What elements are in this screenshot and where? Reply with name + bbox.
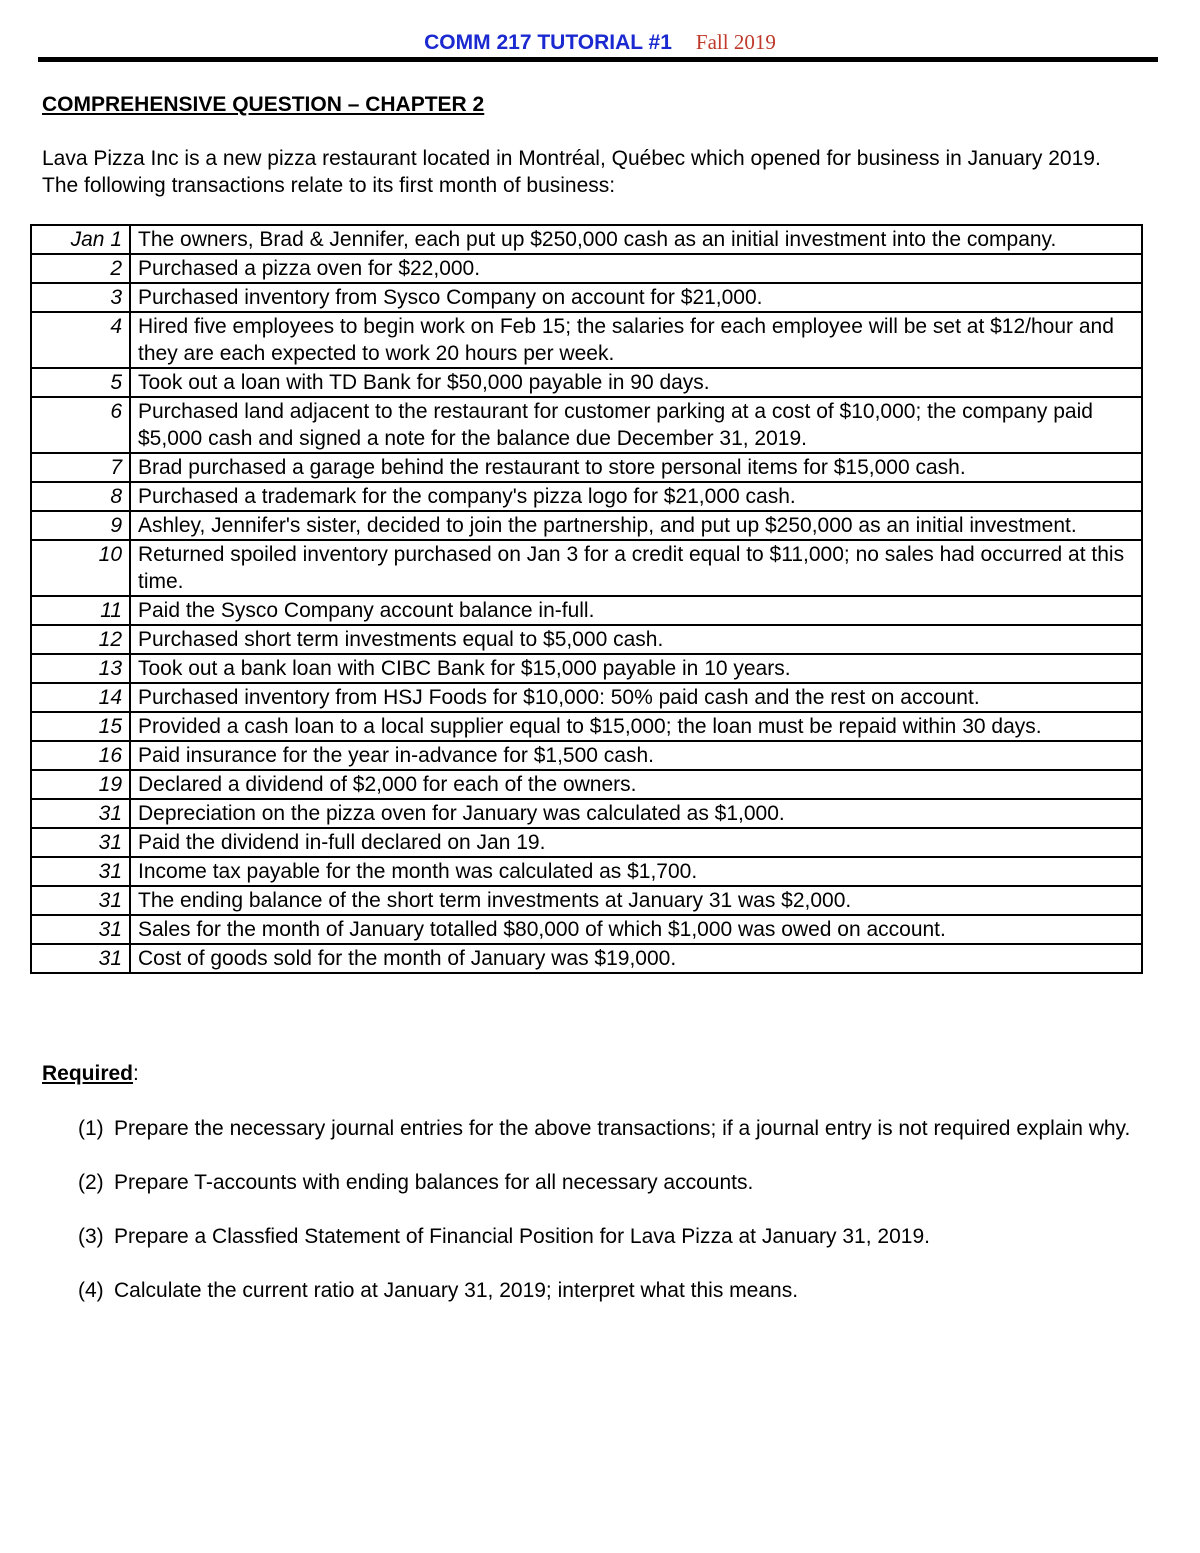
required-colon: :: [133, 1062, 139, 1085]
transaction-date: 31: [31, 857, 130, 886]
table-row: [31, 857, 1142, 886]
transaction-description: Ashley, Jennifer's sister, decided to join the partnership, and put up $250,000 as an initial investment.: [130, 511, 1142, 540]
transaction-description: Paid insurance for the year in-advance for $1,500 cash.: [130, 741, 1142, 770]
table-row: [31, 283, 1142, 312]
transaction-date: 8: [31, 482, 130, 511]
item-number: (1): [78, 1117, 104, 1140]
transaction-date: 10: [31, 540, 130, 596]
required-heading: [42, 1062, 139, 1086]
transaction-date: 14: [31, 683, 130, 712]
transaction-description: Paid the dividend in-full declared on Jan 19.: [130, 828, 1142, 857]
transaction-description: Purchased inventory from HSJ Foods for $10,000: 50% paid cash and the rest on account.: [130, 683, 1142, 712]
list-item: [78, 1169, 1148, 1196]
transaction-date: 16: [31, 741, 130, 770]
table-row: [31, 312, 1142, 368]
table-row: [31, 596, 1142, 625]
table-row: [31, 254, 1142, 283]
table-row: [31, 886, 1142, 915]
item-number: (2): [78, 1171, 104, 1194]
transaction-description: Cost of goods sold for the month of January was $19,000.: [130, 944, 1142, 973]
transaction-date: 13: [31, 654, 130, 683]
transaction-description: Purchased short term investments equal to $5,000 cash.: [130, 625, 1142, 654]
transaction-date: 4: [31, 312, 130, 368]
transaction-date: 31: [31, 799, 130, 828]
header-rule: [38, 57, 1158, 62]
transaction-description: The owners, Brad & Jennifer, each put up $250,000 cash as an initial investment into the company.: [130, 225, 1142, 254]
required-list: [78, 1115, 1148, 1331]
transaction-description: Sales for the month of January totalled $80,000 of which $1,000 was owed on account.: [130, 915, 1142, 944]
table-row: [31, 770, 1142, 799]
item-text: Prepare a Classfied Statement of Financial Position for Lava Pizza at January 31, 2019.: [114, 1225, 930, 1248]
transaction-description: Declared a dividend of $2,000 for each of the owners.: [130, 770, 1142, 799]
transaction-date: 5: [31, 368, 130, 397]
transaction-date: Jan 1: [31, 225, 130, 254]
transaction-date: 31: [31, 944, 130, 973]
transactions-body: [31, 225, 1142, 973]
page-header: [0, 30, 1200, 55]
transaction-date: 7: [31, 453, 130, 482]
transaction-description: The ending balance of the short term investments at January 31 was $2,000.: [130, 886, 1142, 915]
intro-paragraph: Lava Pizza Inc is a new pizza restaurant located in Montréal, Québec which opened for business in January 2019. The following transactions relate to its first month of business:: [42, 147, 1101, 197]
transaction-description: Hired five employees to begin work on Feb 15; the salaries for each employee will be set at $12/hour and they are each expected to work 20 hours per week.: [130, 312, 1142, 368]
table-row: [31, 368, 1142, 397]
list-item: [78, 1277, 1148, 1304]
transaction-date: 11: [31, 596, 130, 625]
table-row: [31, 712, 1142, 741]
table-row: [31, 654, 1142, 683]
transaction-description: Took out a loan with TD Bank for $50,000 payable in 90 days.: [130, 368, 1142, 397]
table-row: [31, 225, 1142, 254]
transaction-description: Provided a cash loan to a local supplier equal to $15,000; the loan must be repaid within 30 days.: [130, 712, 1142, 741]
transaction-description: Purchased inventory from Sysco Company on account for $21,000.: [130, 283, 1142, 312]
item-text: Calculate the current ratio at January 31, 2019; interpret what this means.: [114, 1279, 799, 1302]
table-row: [31, 741, 1142, 770]
transaction-description: Purchased a pizza oven for $22,000.: [130, 254, 1142, 283]
transaction-date: 2: [31, 254, 130, 283]
table-row: [31, 540, 1142, 596]
transaction-date: 19: [31, 770, 130, 799]
term-label: Fall 2019: [695, 30, 776, 54]
table-row: [31, 683, 1142, 712]
list-item: [78, 1115, 1148, 1142]
transaction-date: 31: [31, 828, 130, 857]
transaction-description: Brad purchased a garage behind the restaurant to store personal items for $15,000 cash.: [130, 453, 1142, 482]
transaction-date: 31: [31, 886, 130, 915]
table-row: [31, 511, 1142, 540]
transaction-description: Purchased a trademark for the company's pizza logo for $21,000 cash.: [130, 482, 1142, 511]
list-item: [78, 1223, 1148, 1250]
transaction-description: Depreciation on the pizza oven for January was calculated as $1,000.: [130, 799, 1142, 828]
transaction-date: 31: [31, 915, 130, 944]
transaction-date: 9: [31, 511, 130, 540]
question-title: COMPREHENSIVE QUESTION – CHAPTER 2: [42, 93, 485, 116]
transaction-date: 3: [31, 283, 130, 312]
table-row: [31, 828, 1142, 857]
transaction-description: Paid the Sysco Company account balance in-full.: [130, 596, 1142, 625]
transaction-description: Purchased land adjacent to the restaurant for customer parking at a cost of $10,000; the company paid $5,000 cash and signed a note for the balance due December 31, 2019.: [130, 397, 1142, 453]
transaction-description: Income tax payable for the month was calculated as $1,700.: [130, 857, 1142, 886]
table-row: [31, 625, 1142, 654]
table-row: [31, 397, 1142, 453]
item-text: Prepare T-accounts with ending balances for all necessary accounts.: [114, 1171, 754, 1194]
item-text: Prepare the necessary journal entries for the above transactions; if a journal entry is not required explain why.: [114, 1117, 1131, 1140]
course-title: COMM 217 TUTORIAL #1: [424, 31, 672, 54]
required-label: Required: [42, 1062, 134, 1085]
transactions-table: [30, 224, 1143, 974]
transaction-description: Returned spoiled inventory purchased on Jan 3 for a credit equal to $11,000; no sales had occurred at this time.: [130, 540, 1142, 596]
item-number: (3): [78, 1225, 104, 1248]
transaction-date: 15: [31, 712, 130, 741]
transaction-description: Took out a bank loan with CIBC Bank for $15,000 payable in 10 years.: [130, 654, 1142, 683]
transaction-date: 12: [31, 625, 130, 654]
table-row: [31, 482, 1142, 511]
transaction-date: 6: [31, 397, 130, 453]
table-row: [31, 944, 1142, 973]
item-number: (4): [78, 1279, 104, 1302]
table-row: [31, 915, 1142, 944]
table-row: [31, 799, 1142, 828]
table-row: [31, 453, 1142, 482]
